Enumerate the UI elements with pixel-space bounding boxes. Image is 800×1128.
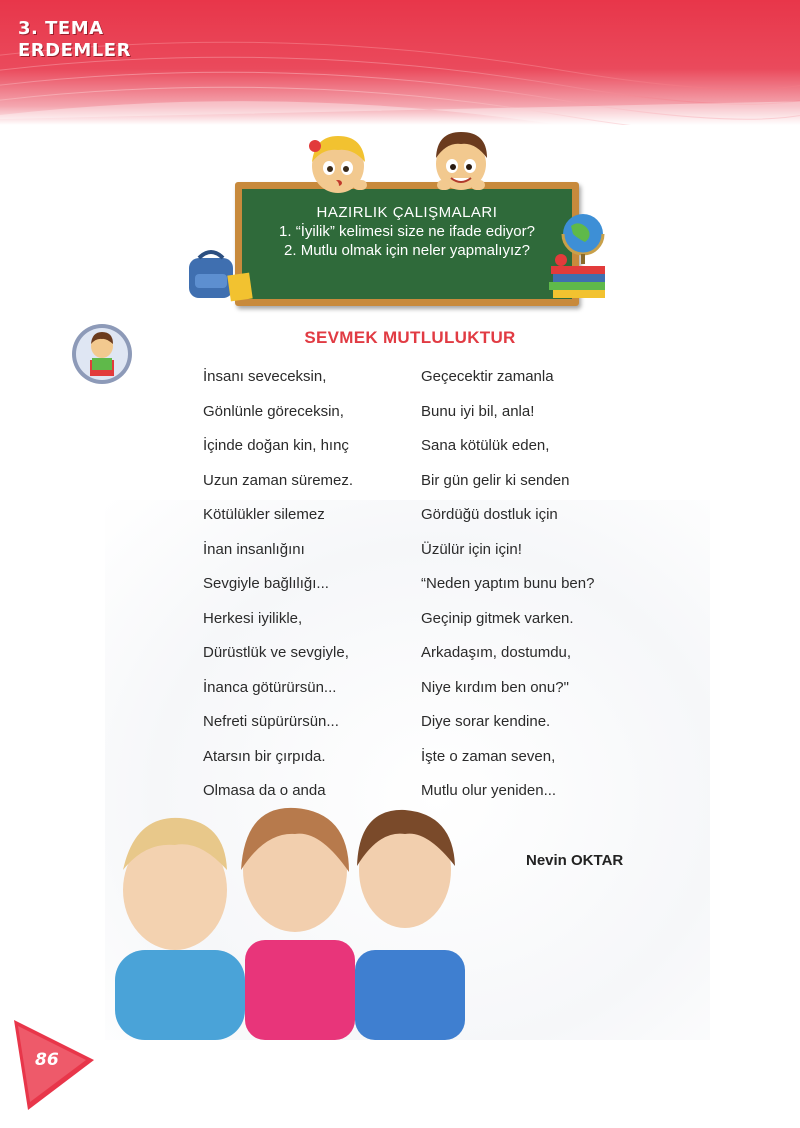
poem-line: Bunu iyi bil, anla! bbox=[421, 402, 535, 420]
poem-line: İnsanı seveceksin, bbox=[203, 368, 327, 385]
poem-left-column bbox=[203, 366, 353, 815]
poem-line: Kötülükler silemez bbox=[203, 506, 325, 523]
poem-line: Uzun zaman süremez. bbox=[203, 471, 354, 489]
theme-number: 3. TEMA bbox=[18, 18, 104, 39]
poem-line: Sana kötülük eden, bbox=[421, 437, 550, 454]
children-photo bbox=[105, 500, 710, 1040]
header-band bbox=[0, 0, 800, 125]
globe-and-books-icon bbox=[547, 208, 609, 304]
reading-child-icon bbox=[70, 322, 134, 386]
poem-line: Geçinip gitmek varken. bbox=[421, 609, 574, 627]
girl-hand bbox=[353, 180, 367, 190]
theme-name: ERDEMLER bbox=[18, 40, 131, 61]
poem-line: Sevgiyle bağlılığı... bbox=[203, 575, 329, 592]
poem-line: Niye kırdım ben onu?" bbox=[421, 678, 569, 696]
poem-line: Dürüstlük ve sevgiyle, bbox=[203, 644, 349, 661]
theme-label bbox=[18, 18, 131, 62]
poem-title: SEVMEK MUTLULUKTUR bbox=[304, 328, 516, 347]
poem-line: Üzülür için için! bbox=[421, 540, 522, 558]
poem-line: İşte o zaman seven, bbox=[421, 747, 556, 765]
boy-hand bbox=[437, 180, 451, 190]
poem-line: Atarsın bir çırpıda. bbox=[203, 747, 326, 765]
poem-author: Nevin OKTAR bbox=[526, 852, 624, 869]
chalkboard bbox=[235, 182, 579, 306]
board-question-2: 2. Mutlu olmak için neler yapmalıyız? bbox=[284, 242, 530, 259]
board-question-1: 1. “İyilik” kelimesi size ne ifade ediyor? bbox=[279, 223, 535, 240]
children-illustration bbox=[105, 800, 505, 1040]
poem-line: Nefreti süpürürsün... bbox=[203, 713, 339, 730]
board-title: HAZIRLIK ÇALIŞMALARI bbox=[316, 204, 498, 221]
poem-line: Geçecektir zamanla bbox=[421, 368, 554, 385]
poem-line: Diye sorar kendine. bbox=[421, 713, 551, 730]
poem-line: İnanca götürürsün... bbox=[203, 678, 337, 696]
backpack-icon bbox=[183, 248, 255, 304]
poem-line: Mutlu olur yeniden... bbox=[421, 782, 557, 799]
poem-line: İnan insanlığını bbox=[203, 540, 305, 558]
preparation-board bbox=[175, 120, 615, 310]
poem-line: Olmasa da o anda bbox=[203, 782, 326, 799]
girl-hand bbox=[325, 180, 339, 190]
poem-line: Bir gün gelir ki senden bbox=[421, 471, 570, 489]
poem-line: “Neden yaptım bunu ben? bbox=[421, 575, 595, 592]
poem-line: Arkadaşım, dostumdu, bbox=[421, 644, 572, 661]
boy-hand bbox=[471, 180, 485, 190]
poem-line: Herkesi iyilikle, bbox=[203, 609, 303, 627]
poem-line: Gönlünle göreceksin, bbox=[203, 402, 344, 420]
poem-line: Gördüğü dostluk için bbox=[421, 506, 558, 523]
page-number: 86 bbox=[35, 1050, 59, 1070]
poem-right-column bbox=[421, 366, 594, 815]
poem-line: İçinde doğan kin, hınç bbox=[203, 437, 349, 454]
